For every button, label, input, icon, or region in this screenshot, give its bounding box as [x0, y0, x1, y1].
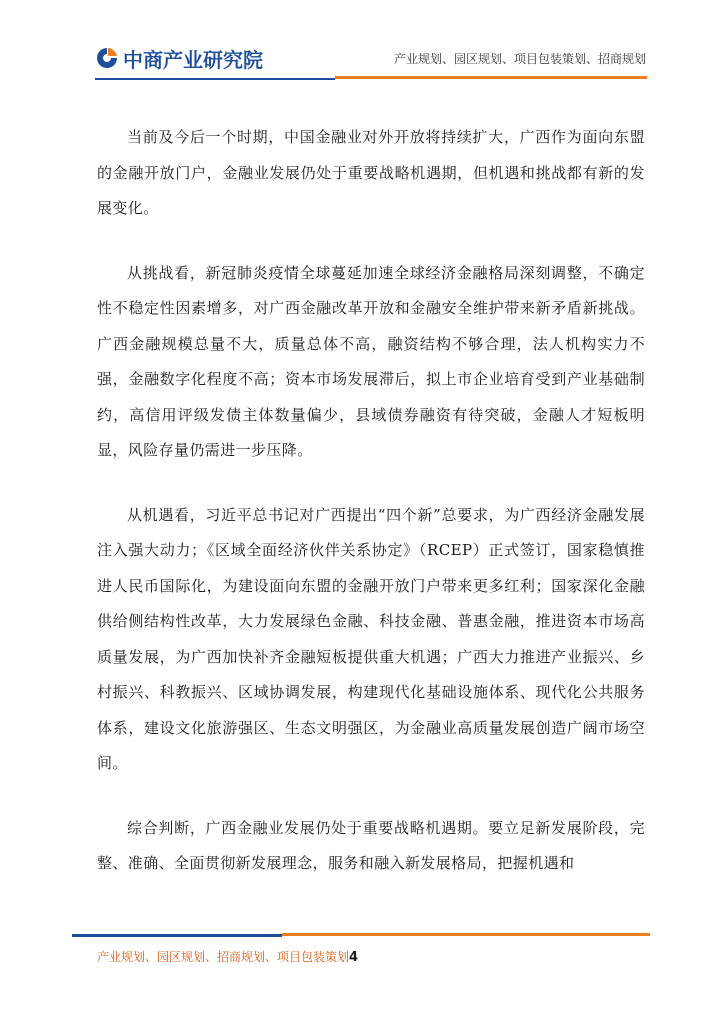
footer-divider-orange	[282, 933, 650, 936]
page-header	[0, 0, 724, 80]
paragraph-intro: 当前及今后一个时期，中国金融业对外开放将持续扩大，广西作为面向东盟的金融开放门户，金融业发展仍处于重要战略机遇期，但机遇和挑战都有新的发展变化。	[97, 128, 645, 217]
page-footer	[97, 948, 358, 965]
footer-tagline: 产业规划、园区规划、招商规划、项目包装策划	[97, 950, 350, 964]
paragraph-conclusion: 综合判断，广西金融业发展仍处于重要战略机遇期。要立足新发展阶段，完整、准确、全面贯彻新发展理念，服务和融入新发展格局，把握机遇和	[97, 818, 645, 872]
brand-logo-icon	[95, 46, 119, 70]
brand-name: 中商产业研究院	[123, 47, 263, 72]
document-body	[97, 120, 645, 911]
paragraph-challenges: 从挑战看，新冠肺炎疫情全球蔓延加速全球经济金融格局深刻调整，不确定性不稳定性因素增多，对广西金融改革开放和金融安全维护带来新矛盾新挑战。广西金融规模总量不大，质量总体不高，融资结构不够合理，法人机构实力不强，金融数字化程度不高；资本市场发展滞后，拟上市企业培育受到产业基础制约，高信用评级发债主体数量偏少，县域债券融资有待突破，金融人才短板明显，风险存量仍需进一步压降。	[97, 263, 645, 459]
page-number: 4	[349, 950, 359, 965]
header-divider-orange	[335, 76, 647, 79]
header-tagline: 产业规划、园区规划、项目包装策划、招商规划	[393, 52, 646, 66]
brand-logo	[95, 44, 263, 72]
footer-divider-blue	[72, 934, 282, 937]
paragraph-opportunities: 从机遇看，习近平总书记对广西提出“四个新”总要求，为广西经济金融发展注入强大动力；《区域全面经济伙伴关系协定》（RCEP）正式签订，国家稳慎推进人民币国际化，为建设面向东盟的金融开放门户带来更多红利；国家深化金融供给侧结构性改革，大力发展绿色金融、科技金融、普惠金融，推进资本市场高质量发展，为广西加快补齐金融短板提供重大机遇；广西大力推进产业振兴、乡村振兴、科教振兴、区域协调发展，构建现代化基础设施体系、现代化公共服务体系，建设文化旅游强区、生态文明强区，为金融业高质量发展创造广阔市场空间。	[97, 505, 645, 772]
header-divider-blue	[95, 78, 335, 80]
